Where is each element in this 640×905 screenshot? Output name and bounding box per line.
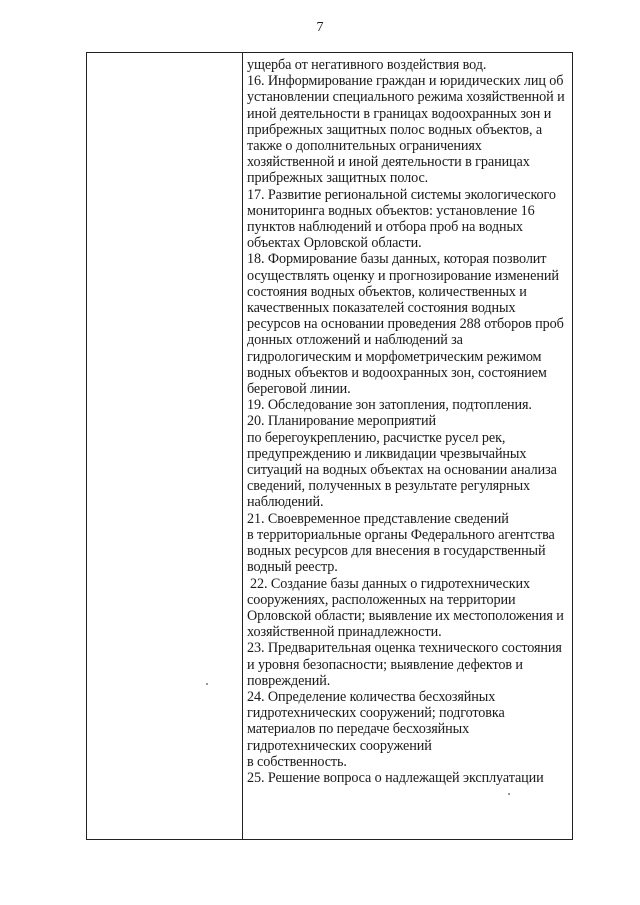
text-line: 20. Планирование мероприятий <box>247 413 436 430</box>
scan-speck <box>206 683 208 685</box>
text-line: по берегоукреплению, расчистке русел рек, <box>247 429 506 446</box>
text-line: состояния водных объектов, количественных и <box>247 283 527 300</box>
text-line: материалов по передаче бесхозяйных <box>247 721 470 738</box>
text-line: 16. Информирование граждан и юридических лиц об <box>247 73 564 90</box>
text-line: иной деятельности в границах водоохранных зон и <box>247 105 552 122</box>
text-line: береговой линии. <box>247 381 351 398</box>
text-line: установлении специального режима хозяйственной и <box>247 89 565 106</box>
text-line: водных объектов и водоохранных зон, состоянием <box>247 364 547 381</box>
text-line: 19. Обследование зон затопления, подтопления. <box>247 397 532 414</box>
text-line: 25. Решение вопроса о надлежащей эксплуатации <box>247 769 544 786</box>
left-cell-text <box>87 53 242 57</box>
text-line: качественных показателей состояния водных <box>247 300 516 317</box>
text-line: 23. Предварительная оценка технического состояния <box>247 640 562 657</box>
measures-text <box>243 53 572 786</box>
text-line: хозяйственной принадлежности. <box>247 624 442 641</box>
text-line: сооружениях, расположенных на территории <box>247 591 516 608</box>
text-line: гидрологическим и морфометрическим режимом <box>247 348 542 365</box>
text-line: хозяйственной и иной деятельности в границах <box>247 154 530 171</box>
text-line: 18. Формирование базы данных, которая позволит <box>247 251 547 268</box>
text-line: объектах Орловской области. <box>247 235 422 252</box>
text-line: прибрежных защитных полос водных объектов, а <box>247 121 543 138</box>
right-cell <box>243 53 573 840</box>
text-line: ситуаций на водных объектах на основании анализа <box>247 462 557 479</box>
text-line: сведений, полученных в результате регулярных <box>247 478 531 495</box>
text-line: и уровня безопасности; выявление дефектов и <box>247 656 523 673</box>
text-line: осуществлять оценку и прогнозирование изменений <box>247 267 559 284</box>
table-row <box>87 53 573 840</box>
text-line: предупреждению и ликвидации чрезвычайных <box>247 445 527 462</box>
text-line: 17. Развитие региональной системы экологического <box>247 186 556 203</box>
text-line: прибрежных защитных полос. <box>247 170 429 187</box>
page-number: 7 <box>316 20 324 35</box>
text-line: 21. Своевременное представление сведений <box>247 510 509 527</box>
text-line: также о дополнительных ограничениях <box>247 138 482 155</box>
text-line: ресурсов на основании проведения 288 отборов проб <box>247 316 564 333</box>
left-cell <box>87 53 243 840</box>
text-line: гидротехнических сооружений <box>247 737 432 754</box>
text-line: в собственность. <box>247 753 347 770</box>
text-line: гидротехнических сооружений; подготовка <box>247 705 505 722</box>
text-line: мониторинга водных объектов: установление 16 <box>247 202 535 219</box>
text-line: в территориальные органы Федерального агентства <box>247 526 555 543</box>
document-table <box>86 52 573 840</box>
text-line: водный реестр. <box>247 559 338 576</box>
text-line: 22. Создание базы данных о гидротехнических <box>250 575 531 592</box>
text-line: повреждений. <box>247 672 331 689</box>
scan-speck <box>508 793 510 795</box>
text-line: ущерба от негативного воздействия вод. <box>247 57 487 73</box>
text-line: Орловской области; выявление их местоположения и <box>247 607 564 624</box>
text-line: пунктов наблюдений и отбора проб на водных <box>247 219 523 236</box>
text-line: водных ресурсов для внесения в государственный <box>247 543 546 560</box>
text-line: донных отложений и наблюдений за <box>247 332 463 349</box>
text-line: 24. Определение количества бесхозяйных <box>247 688 496 705</box>
text-line: наблюдений. <box>247 494 324 511</box>
